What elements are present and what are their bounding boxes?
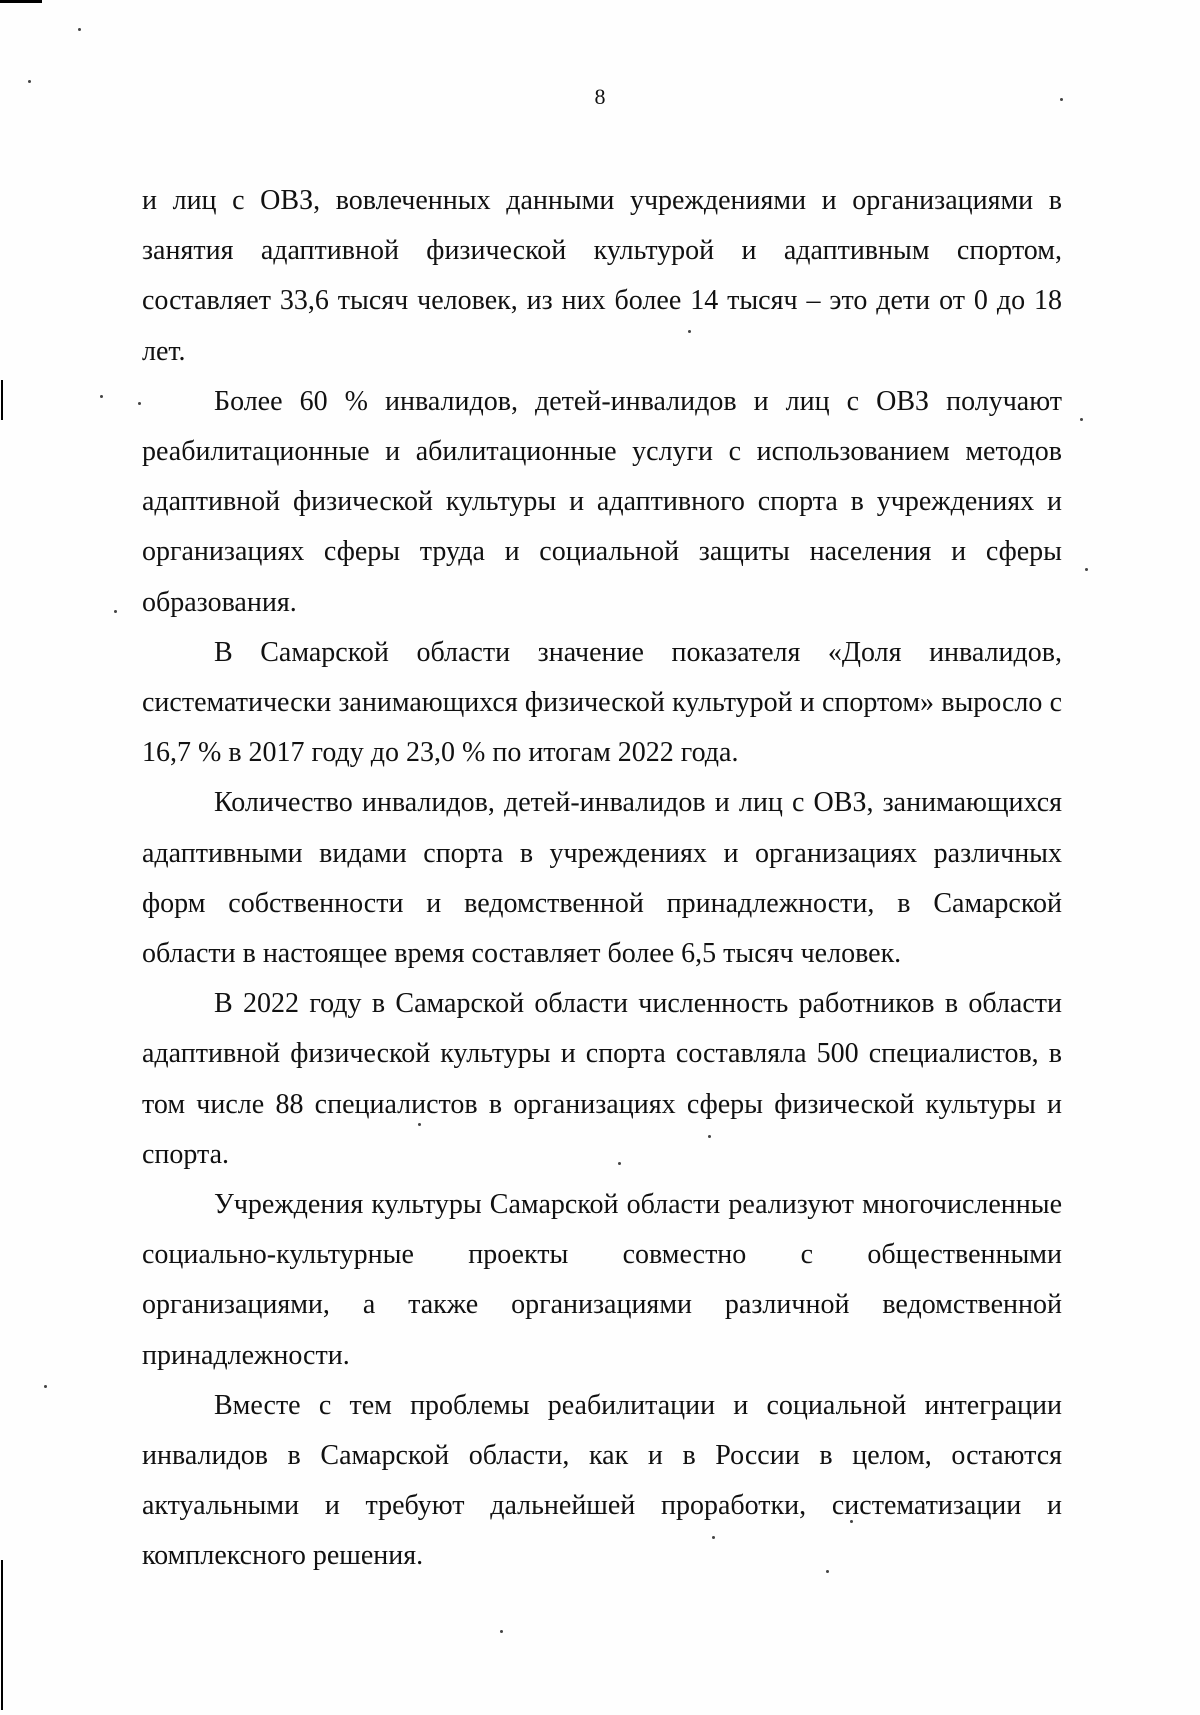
scan-speck bbox=[1085, 568, 1088, 571]
scan-speck bbox=[44, 1385, 47, 1388]
paragraph: и лиц с ОВЗ, вовлеченных данными учреждениями и организациями в занятия адаптивной физической культурой и адаптивным спортом, составляет 33,6 тысяч человек, из них более 14 тысяч – это дети от 0 до 18 лет. bbox=[142, 185, 1062, 367]
scan-speck bbox=[138, 402, 141, 405]
paragraph: Вместе с тем проблемы реабилитации и социальной интеграции инвалидов в Самарской области, как и в России в целом, остаются актуальными и требуют дальнейшей проработки, систематизации и комплексного решения. bbox=[142, 1389, 1062, 1572]
paragraph: В 2022 году в Самарской области численность работников в области адаптивной физической культуры и спорта составляла 500 специалистов, в том числе 88 специалистов в организациях сферы физической культуры и спорта. bbox=[142, 988, 1062, 1170]
scan-edge-mark bbox=[1, 1560, 3, 1710]
scan-speck bbox=[114, 610, 117, 613]
scan-speck bbox=[500, 1630, 503, 1633]
scan-speck bbox=[1080, 418, 1083, 421]
paragraph: Количество инвалидов, детей-инвалидов и лиц с ОВЗ, занимающихся адаптивными видами спорта в учреждениях и организациях различных форм собственности и ведомственной принадлежности, в Самарской области в настоящее время составляет более 6,5 тысяч человек. bbox=[142, 787, 1062, 970]
paragraph: Более 60 % инвалидов, детей-инвалидов и лиц с ОВЗ получают реабилитационные и абилитационные услуги с использованием методов адаптивной физической культуры и адаптивного спорта в учреждениях и организациях сферы труда и социальной защиты населения и сферы образования. bbox=[142, 385, 1062, 618]
scan-speck bbox=[100, 395, 103, 398]
scan-edge-mark bbox=[1, 380, 3, 420]
paragraph: Учреждения культуры Самарской области реализуют многочисленные социально-культурные проекты совместно с общественными организациями, а также организациями различной ведомственной принадлежности. bbox=[142, 1189, 1062, 1371]
scan-edge-mark bbox=[0, 0, 42, 3]
scan-speck bbox=[28, 80, 31, 83]
body-text bbox=[142, 176, 1062, 1582]
scan-speck bbox=[78, 28, 81, 31]
paragraph: В Самарской области значение показателя «Доля инвалидов, систематически занимающихся физической культурой и спортом» выросло с 16,7 % в 2017 году до 23,0 % по итогам 2022 года. bbox=[142, 636, 1062, 769]
page-number: 8 bbox=[594, 84, 606, 109]
